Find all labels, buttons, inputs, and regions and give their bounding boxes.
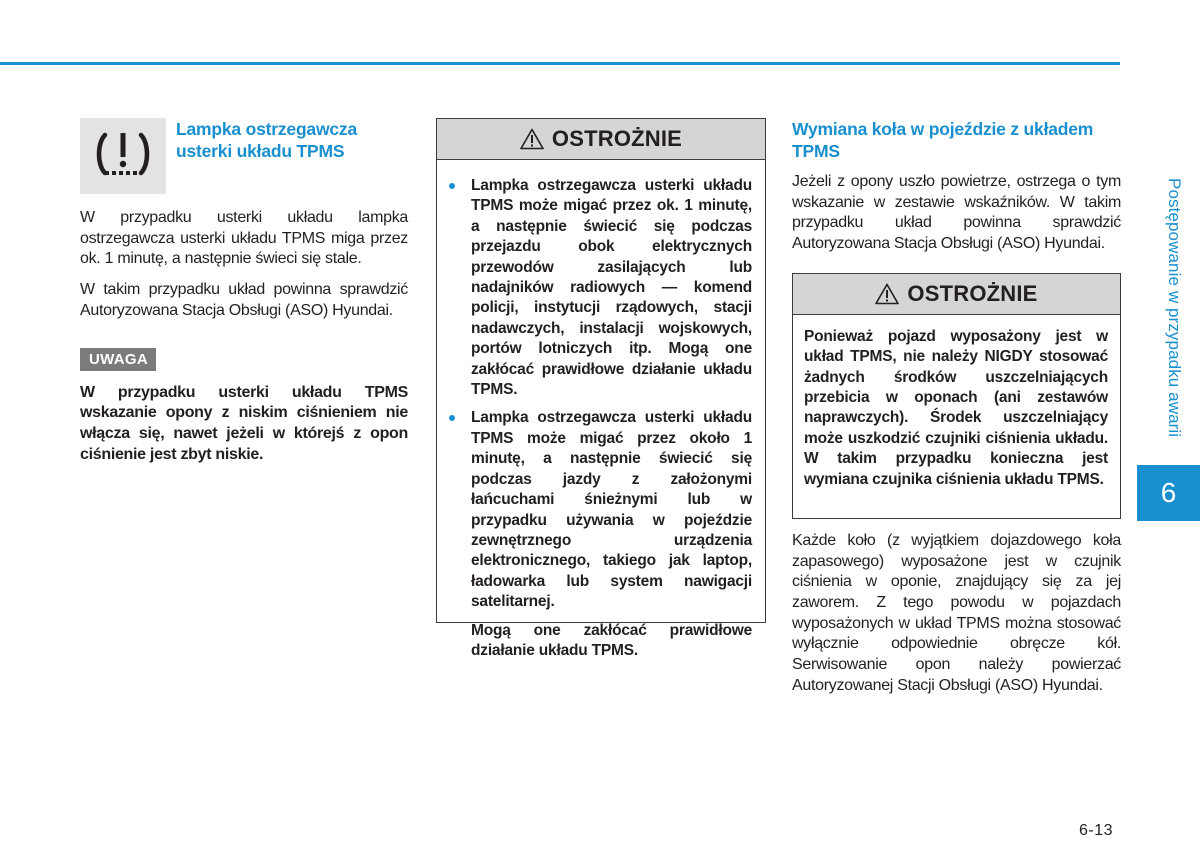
list-item <box>437 408 752 612</box>
warning-triangle-icon <box>520 128 544 150</box>
bullet-icon <box>449 183 455 189</box>
page-number: 6-13 <box>1079 822 1114 839</box>
left-column <box>80 118 408 465</box>
bullet-text: Lampka ostrzegawcza usterki układu TPMS może migać przez około 1 minutę, a następnie świecić się podczas jazdy z założonymi łańcuchami śnieżnymi lub w przypadku używania w pojeździe zewnętrznego urządzenia elektronicznego, takiego jak laptop, ładowarka lub system nawigacji satelitarnej. <box>471 409 752 611</box>
caution-title: OSTROŻNIE <box>551 126 683 151</box>
caution-title: OSTROŻNIE <box>907 280 1038 306</box>
note-text: W przypadku usterki układu TPMS wskazanie opony z niskim ciśnieniem nie włącza się, nawet jeżeli w którejś z opon ciśnienie jest zbyt niskie. <box>80 383 408 463</box>
chapter-number-tab: 6 <box>1137 465 1200 521</box>
closing-paragraph: Każde koło (z wyjątkiem dojazdowego koła zapasowego) wyposażone jest w czujnik ciśnienia w oponie, znajdujący się za jej zaworem. Z tego powodu w pojazdach wyposażonych w układ TPMS można stosować wyłącznie odpowiednie obręcze kół. Serwisowanie opon należy powierzać Autoryzowanej Stacji Obsługi (ASO) Hyundai. <box>792 531 1121 694</box>
warning-triangle-icon <box>875 283 899 305</box>
right-column <box>792 118 1121 696</box>
caution-text: Ponieważ pojazd wyposażony jest w układ TPMS, nie należy NIGDY stosować żadnych środków uszczelniających przebicia w oponach (ani zestawów naprawczych). Środek uszczelniający może uszkodzić czujniki ciśnienia układu. W takim przypadku konieczna jest wymiana czujnika ciśnienia układu TPMS. <box>804 327 1108 488</box>
note-badge: UWAGA <box>80 348 156 371</box>
tpms-heading: Lampka ostrzegawcza usterki układu TPMS <box>176 119 357 161</box>
caution-header <box>437 119 765 160</box>
tpms-warning-icon <box>80 118 166 194</box>
tire-change-heading: Wymiana koła w pojeździe z układem TPMS <box>792 119 1094 161</box>
bullet-icon <box>449 415 455 421</box>
paragraph: W takim przypadku układ powinna sprawdzić Autoryzowana Stacja Obsługi (ASO) Hyundai. <box>80 281 408 319</box>
middle-column <box>436 118 766 659</box>
bullet-followup: Mogą one zakłócać prawidłowe działanie układu TPMS. <box>471 621 752 659</box>
bullet-text: Lampka ostrzegawcza usterki układu TPMS może migać przez ok. 1 minutę, a następnie świecić się podczas przejazdu obok elektrycznych przewodów zasilających lub nadajników radiowych — komend policji, instytucji rządowych, stacji nadawczych, instalacji wojskowych, portów lotniczych itp. Mogą one zakłócać prawidłowe działanie układu TPMS. <box>471 177 752 399</box>
caution-header <box>793 274 1120 315</box>
intro-paragraph: Jeżeli z opony uszło powietrze, ostrzega o tym wskazanie w zestawie wskaźników. W takim przypadku układ powinna sprawdzić Autoryzowana Stacja Obsługi (ASO) Hyundai. <box>792 173 1121 253</box>
list-item <box>437 176 752 400</box>
chapter-title-vertical: Postępowanie w przypadku awarii <box>1165 178 1184 438</box>
note-badge-row <box>80 348 408 371</box>
header-rule <box>0 62 1120 65</box>
caution-bullet-list <box>437 176 752 613</box>
paragraph: W przypadku usterki układu lampka ostrzegawcza usterki układu TPMS miga przez ok. 1 minutę, a następnie świeci się stale. <box>80 209 408 268</box>
caution-body <box>793 315 1120 490</box>
caution-body <box>437 160 765 661</box>
tpms-indicator-block <box>80 118 408 194</box>
caution-box <box>436 118 766 659</box>
caution-box <box>792 273 1121 519</box>
